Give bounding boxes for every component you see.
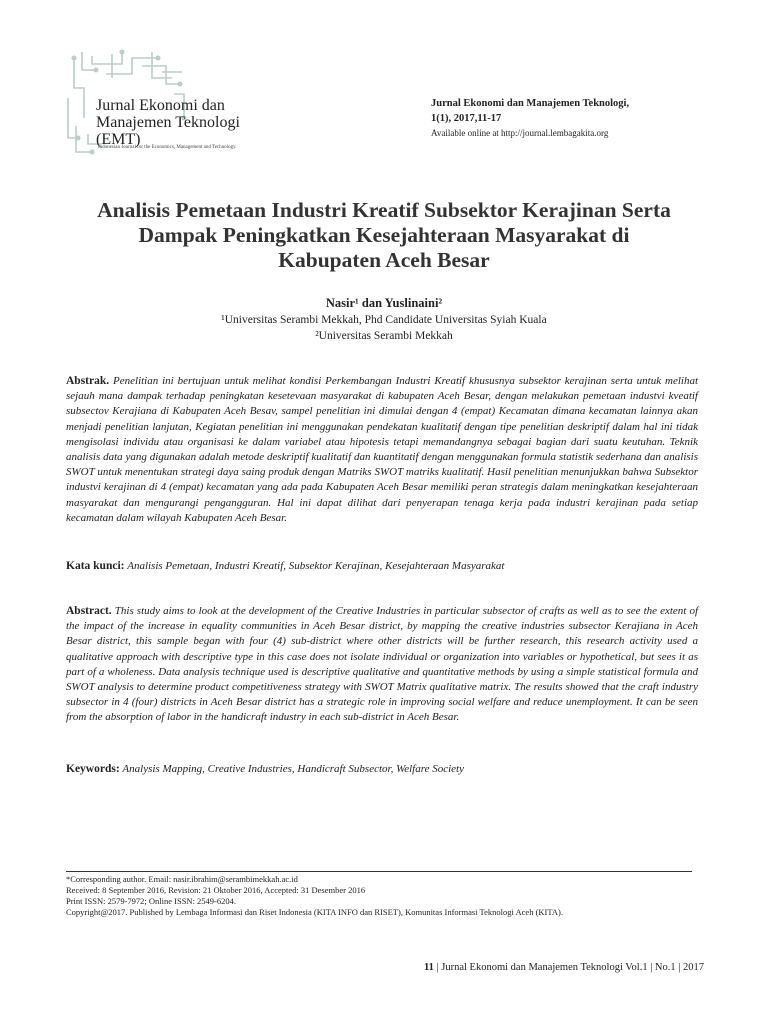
page-footer — [424, 962, 704, 973]
journal-name-line3: (EMT) — [96, 131, 141, 148]
footnote-received: Received: 8 September 2016, Revision: 21 Oktober 2016, Accepted: 31 Desember 2016 — [66, 885, 366, 895]
author-names: Nasir¹ dan Yuslinaini² — [325, 296, 443, 310]
paper-title — [40, 198, 728, 273]
abstract-en-label: Abstract. — [66, 605, 112, 617]
keywords-indonesian — [66, 559, 698, 574]
keywords-en-label: Keywords: — [66, 763, 120, 775]
title-line3: Kabupaten Aceh Besar — [278, 248, 490, 272]
footnote-issn: Print ISSN: 2579-7972; Online ISSN: 2549-6204. — [66, 896, 237, 906]
footnote-copyright: Copyright@2017. Published by Lembaga Informasi dan Riset Indonesia (KITA INFO dan RISET), Komunitas Informasi Teknologi Aceh (KITA). — [66, 907, 563, 917]
keywords-english — [66, 762, 698, 777]
footer-text: Jurnal Ekonomi dan Manajemen Teknologi Vol.1 | No.1 | 2017 — [441, 962, 704, 973]
title-line2: Dampak Peningkatkan Kesejahteraan Masyarakat di — [138, 223, 630, 247]
keywords-id-text: Analisis Pemetaan, Industri Kreatif, Subsektor Kerajinan, Kesejahteraan Masyarakat — [127, 560, 505, 572]
footer-separator: | — [436, 962, 442, 973]
citation-header — [431, 96, 629, 141]
title-line1: Analisis Pemetaan Industri Kreatif Subsektor Kerajinan Serta — [97, 198, 671, 222]
abstract-english — [66, 604, 698, 726]
abstract-indonesian — [66, 374, 698, 526]
abstract-en-text: This study aims to look at the development of the Creative Industries in particular subsector of crafts as well as to see the extent of the impact of the increase in equality communities in Aceh Besar district, by mapping the creative industries subsector Kerajiana in Aceh Besar district, this sample began with four (4) sub-district where other districts will be further research, this research activity used a qualitative approach with descriptive type in this case does not isolate individual or organization into variables or hypothetical, but sees it as part of a wholeness. Data analysis technique used is descriptive qualitative and quantitative methods by using a simple statistical formula and SWOT analysis to determine product competitiveness strategy with SWOT Matrix qualitative matrix. The results showed that the craft industry subsector in 4 (four) districts in Aceh Besar district has a strategic role in improving social welfare and reduce unemployment. It can be seen from the absorption of labor in the handicraft industry in each sub-district in Aceh Besar. — [66, 605, 699, 724]
affiliation-1: ¹Universitas Serambi Mekkah, Phd Candidate Universitas Syiah Kuala — [221, 314, 547, 326]
keywords-id-label: Kata kunci: — [66, 560, 125, 572]
affiliation-2: ²Universitas Serambi Mekkah — [315, 330, 453, 342]
footnote-corresponding: *Corresponding author. Email: nasir.ibrahim@serambimekkah.ac.id — [66, 874, 298, 884]
journal-name-line1: Jurnal Ekonomi dan — [96, 97, 225, 114]
journal-name-line2: Manajemen Teknologi — [96, 114, 240, 131]
abstract-id-text: Penelitian ini bertujuan untuk melihat kondisi Perkembangan Industri Kreatif khususnya subsektor kerajinan serta untuk melihat sejauh mana dampak terhadap peningkatan kesetevaan masyarakat di kabupaten Aceh Besar, dengan melakukan pemetaan industvi kveatif subsectov Kerajiana di Kabupaten Aceh Besav, sampel penelitian ini dimulai dengan 4 (empat) Kecamatan dimana kecamatan lainnya akan menjadi penelitian lanjutan, Kegiatan penelitian ini menggunakan pendekatan kualitatif dengan tipe penelitian deskriptif dalam hal ini tidak mengisolasi individu atau organisasi ke dalam variabel atau hipotesis tetapi memandangnya sebagai bagian dari suatu keutuhan. Teknik analisis data yang digunakan adalah metode deskriptif kualitatif dan kuantitatif dengan menggunakan formula statistik sederhana dan analisis SWOT untuk menentukan strategi daya saing produk dengan Matriks SWOT matriks kualitatif. Hasil penelitian menunjukkan bahwa Subsektor industvi kerajinan di 4 (empat) kecamatan yang ada pada Kabupaten Aceh Besar memiliki peran strategis dalam meningkatkan kesejahteraan masyarakat dan mengurangi pengangguran. Hal ini dapat dilihat dari penyerapan tenaga kerja pada industri kerajinan pada setiap kecamatan dalam wilayah Kabupaten Aceh Besar. — [66, 375, 698, 524]
footnote-divider — [66, 871, 692, 872]
citation-volume: 1(1), 2017,11-17 — [431, 113, 502, 124]
page-number: 11 — [423, 962, 434, 973]
available-online: Available online at http://journal.lembagakita.org — [431, 128, 609, 138]
citation-journal: Jurnal Ekonomi dan Manajemen Teknologi, — [431, 98, 630, 109]
abstract-id-label: Abstrak. — [66, 375, 110, 387]
journal-name — [96, 97, 240, 148]
keywords-en-text: Analysis Mapping, Creative Industries, Handicraft Subsector, Welfare Society — [122, 763, 464, 775]
journal-subtitle: Indonesian Journal for the Economics, Management and Technology. — [98, 145, 237, 150]
